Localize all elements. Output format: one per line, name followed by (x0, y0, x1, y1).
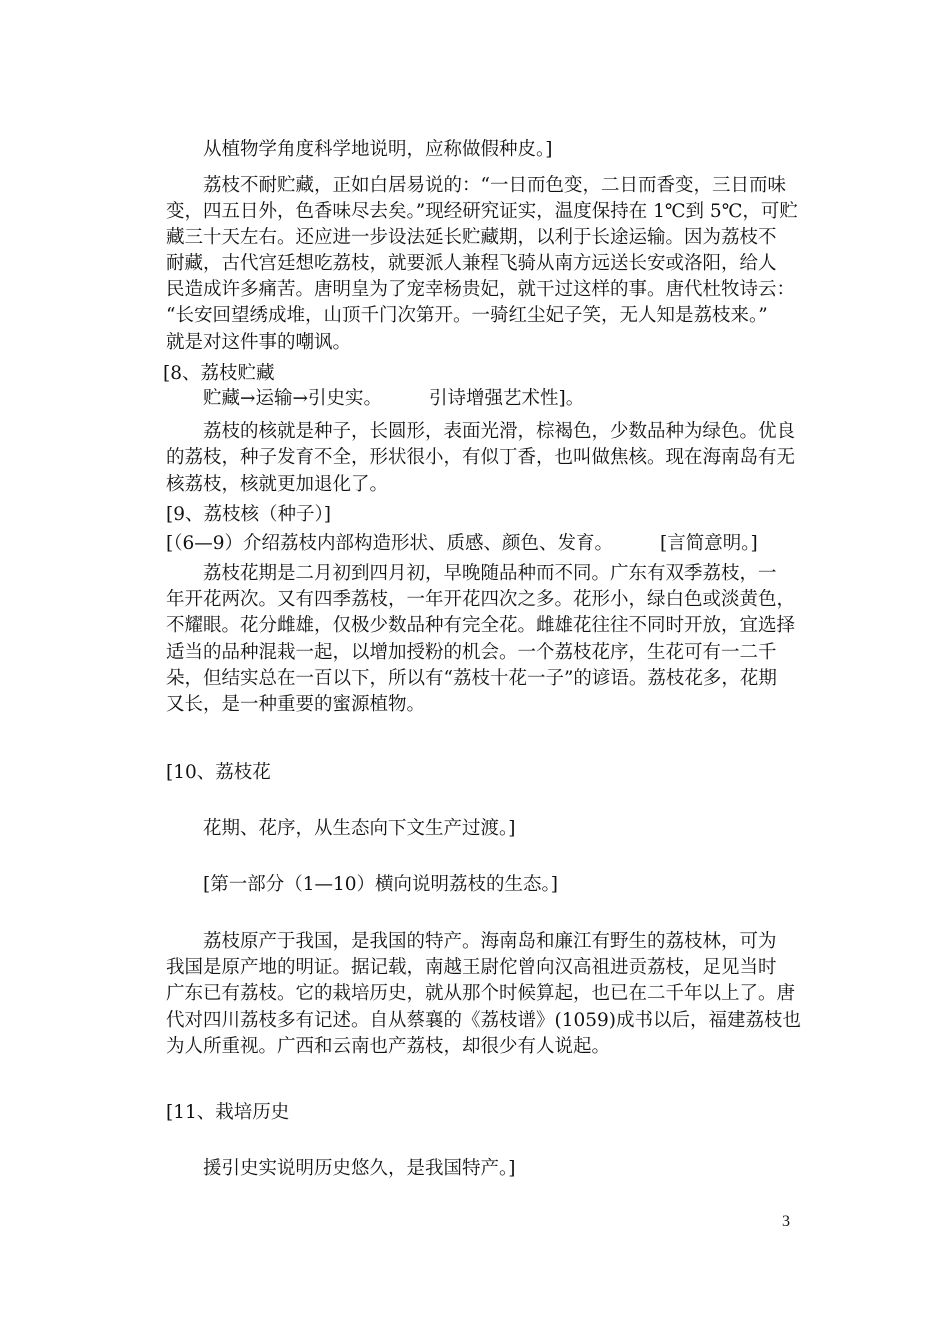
text-line: 花期、花序，从生态向下文生产过渡。] (203, 818, 516, 839)
text-line: 变，四五日外，色香味尽去矣。”现经研究证实，温度保持在 1℃到 5℃，可贮 (166, 201, 798, 222)
text-line: 援引史实说明历史悠久，是我国特产。] (203, 1158, 516, 1179)
text-line: [第一部分（1—10）横向说明荔枝的生态。] (203, 874, 558, 895)
text-line: 年开花两次。又有四季荔枝，一年开花四次之多。花形小，绿白色或淡黄色， (166, 589, 796, 610)
text-line: 广东已有荔枝。它的栽培历史，就从那个时候算起，也已在二千年以上了。唐 (166, 983, 796, 1004)
text-line: 民造成许多痛苦。唐明皇为了宠幸杨贵妃，就干过这样的事。唐代杜牧诗云： (166, 279, 796, 300)
text-line: 又长，是一种重要的蜜源植物。 (166, 694, 426, 715)
text-line: 核荔枝，核就更加退化了。 (166, 474, 389, 495)
text-line: 荔枝花期是二月初到四月初，早晚随品种而不同。广东有双季荔枝，一 (203, 563, 777, 584)
section-heading: [10、荔枝花 (166, 762, 271, 783)
text-line: 荔枝原产于我国，是我国的特产。海南岛和廉江有野生的荔枝林，可为 (203, 931, 777, 952)
text-line: 为人所重视。广西和云南也产荔枝，却很少有人说起。 (166, 1036, 611, 1057)
page-number: 3 (782, 1213, 790, 1230)
text-line: 就是对这件事的嘲讽。 (166, 332, 352, 353)
text-line: 荔枝的核就是种子，长圆形，表面光滑，棕褐色，少数品种为绿色。优良 (203, 421, 796, 442)
text-line: 适当的品种混栽一起，以增加授粉的机会。一个荔枝花序，生花可有一二千 (166, 642, 777, 663)
text-line: 从植物学角度科学地说明，应称做假种皮。] (203, 139, 553, 160)
text-line: 的荔枝，种子发育不全，形状很小，有似丁香，也叫做焦核。现在海南岛有无 (166, 447, 796, 468)
text-line: [（6—9）介绍荔枝内部构造形状、质感、颜色、发育。 [言简意明。] (166, 533, 758, 554)
section-heading: [8、荔枝贮藏 (163, 363, 275, 384)
text-line: 荔枝不耐贮藏，正如白居易说的：“一日而色变，二日而香变，三日而味 (203, 175, 786, 196)
section-heading: [11、栽培历史 (166, 1102, 290, 1123)
text-line: 藏三十天左右。还应进一步设法延长贮藏期，以利于长途运输。因为荔枝不 (166, 227, 777, 248)
text-line: 不耀眼。花分雌雄，仅极少数品种有完全花。雌雄花往往不同时开放，宜选择 (166, 615, 796, 636)
text-line: 我国是原产地的明证。据记载，南越王尉佗曾向汉高祖进贡荔枝，足见当时 (166, 957, 777, 978)
text-line: 代对四川荔枝多有记述。自从蔡襄的《荔枝谱》(1059)成书以后，福建荔枝也 (166, 1010, 802, 1031)
text-line: 贮藏→运输→引史实。 引诗增强艺术性]。 (203, 388, 585, 409)
text-line: 耐藏，古代宫廷想吃荔枝，就要派人兼程飞骑从南方远送长安或洛阳，给人 (166, 253, 777, 274)
section-heading: [9、荔枝核（种子）] (166, 504, 331, 525)
text-line: “长安回望绣成堆，山顶千门次第开。一骑红尘妃子笑，无人知是荔枝来。” (166, 305, 768, 326)
text-line: 朵，但结实总在一百以下，所以有“荔枝十花一子”的谚语。荔枝花多，花期 (166, 668, 777, 689)
